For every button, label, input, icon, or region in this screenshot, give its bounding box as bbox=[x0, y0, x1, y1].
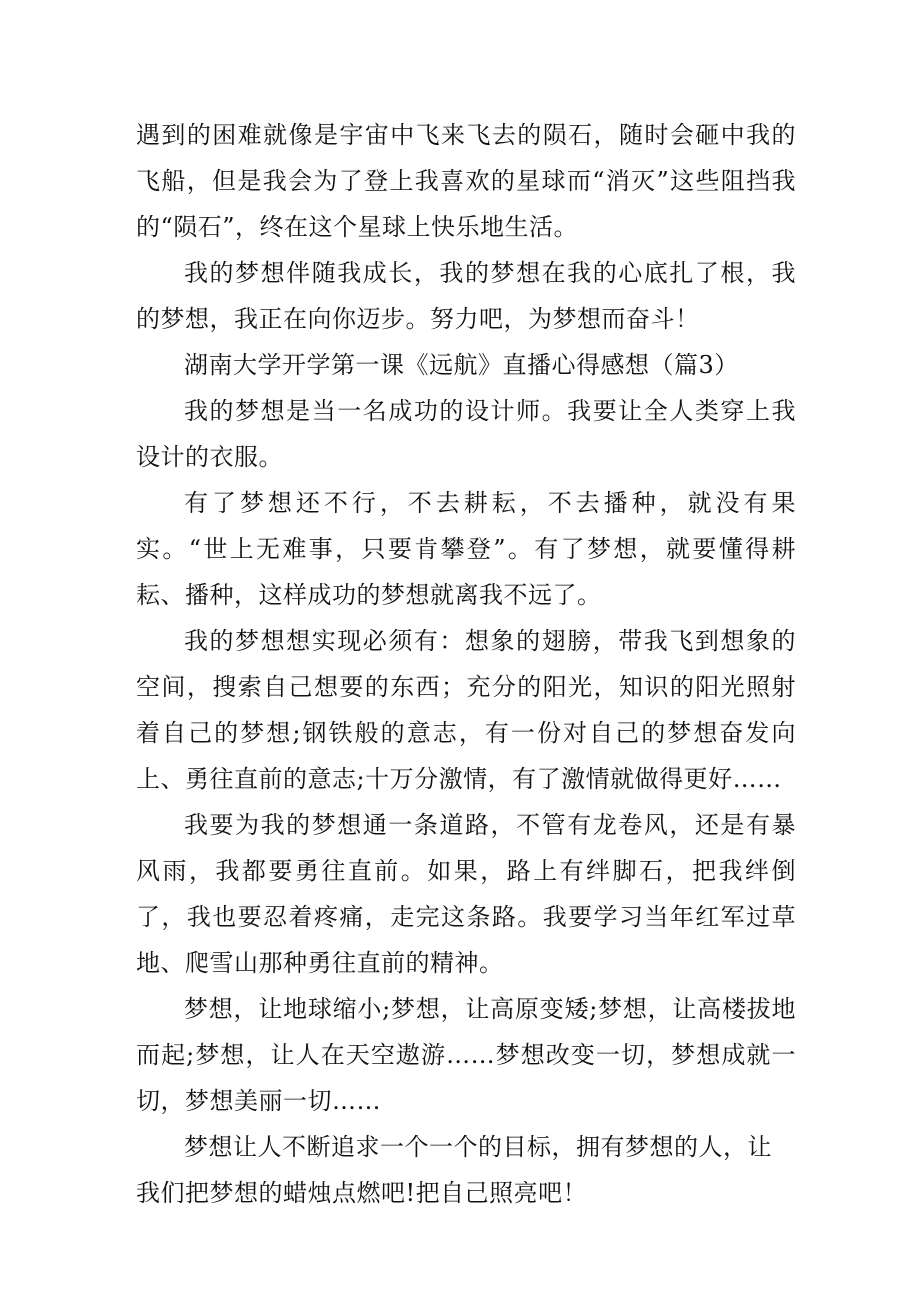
paragraph-7: 梦想，让地球缩小;梦想，让高原变矮;梦想，让高楼拔地而起;梦想，让人在天空遨游……梦想改变一切，梦想成就一切，梦想美丽一切…… bbox=[136, 995, 796, 1115]
document-body bbox=[136, 112, 796, 1216]
paragraph-5: 我的梦想想实现必须有：想象的翅膀，带我飞到想象的空间，搜索自己想要的东西；充分的阳光，知识的阳光照射着自己的梦想;钢铁般的意志，有一份对自己的梦想奋发向上、勇往直前的意志;十万分激情，有了激情就做得更好…… bbox=[136, 627, 796, 793]
paragraph-8: 梦想让人不断追求一个一个的目标，拥有梦想的人，让 bbox=[184, 1133, 772, 1161]
paragraph-6: 我要为我的梦想通一条道路，不管有龙卷风，还是有暴风雨，我都要勇往直前。如果，路上有绊脚石，把我绊倒了，我也要忍着疼痛，走完这条路。我要学习当年红军过草地、爬雪山那种勇往直前的精神。 bbox=[136, 811, 796, 977]
paragraph-9: 我们把梦想的蜡烛点燃吧!把自己照亮吧！ bbox=[136, 1179, 588, 1207]
paragraph-2: 我的梦想伴随我成长，我的梦想在我的心底扎了根，我的梦想，我正在向你迈步。努力吧，为梦想而奋斗！ bbox=[136, 259, 796, 333]
section-heading: 湖南大学开学第一课《远航》直播心得感想（篇3） bbox=[184, 351, 739, 379]
paragraph-3: 我的梦想是当一名成功的设计师。我要让全人类穿上我设计的衣服。 bbox=[136, 397, 796, 471]
paragraph-4: 有了梦想还不行，不去耕耘，不去播种，就没有果实。“世上无难事，只要肯攀登”。有了梦想，就要懂得耕耘、播种，这样成功的梦想就离我不远了。 bbox=[136, 489, 796, 609]
paragraph-1: 遇到的困难就像是宇宙中飞来飞去的陨石，随时会砸中我的飞船，但是我会为了登上我喜欢的星球而“消灭”这些阻挡我的“陨石”，终在这个星球上快乐地生活。 bbox=[136, 121, 796, 241]
